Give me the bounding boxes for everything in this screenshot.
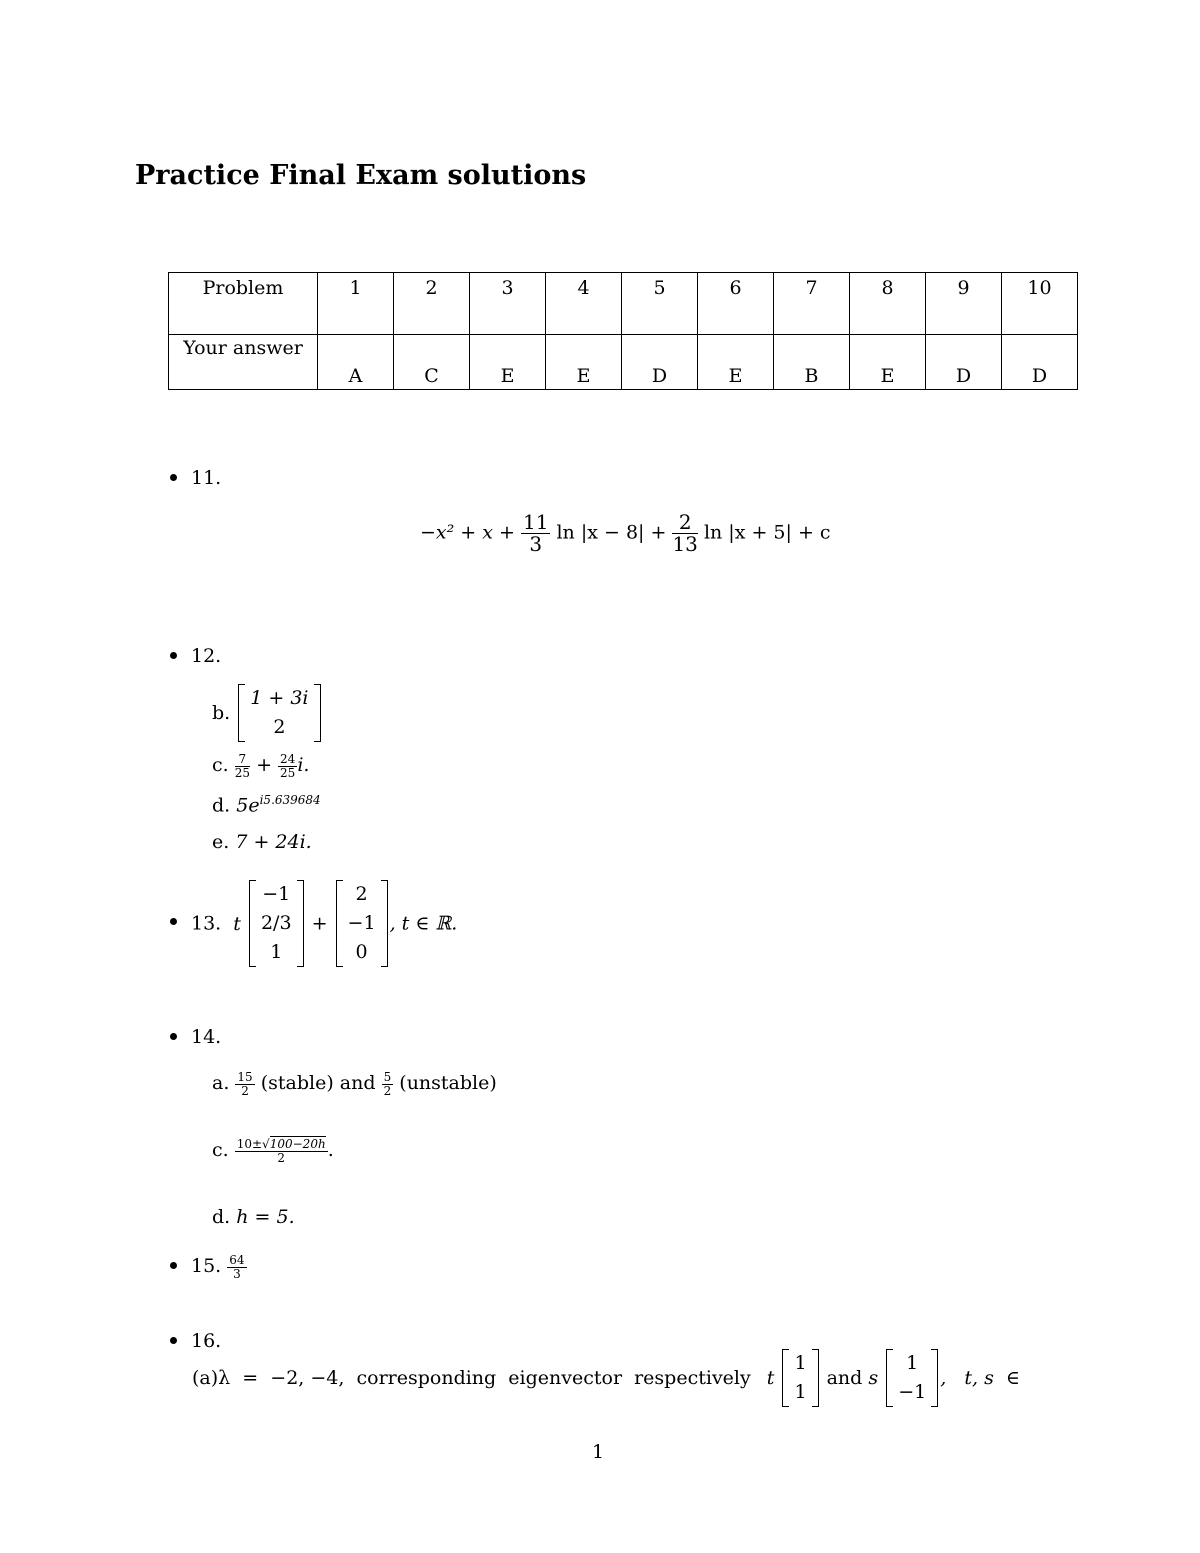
q11-lead: −x² + x + bbox=[420, 521, 515, 544]
vector-entry: 2/3 bbox=[260, 912, 292, 934]
part-label: c. bbox=[212, 754, 229, 777]
q14-a-tail: (unstable) bbox=[399, 1072, 497, 1095]
answer-table-row-label: Problem bbox=[169, 273, 318, 335]
q13-tail: , t ∈ ℝ. bbox=[389, 912, 458, 935]
q13-vector-1 bbox=[247, 880, 306, 967]
answer-cell: E bbox=[470, 335, 546, 390]
q11-expression bbox=[420, 512, 831, 555]
answer-cell: D bbox=[1002, 335, 1078, 390]
part-label: c. bbox=[212, 1139, 229, 1162]
part-label: e. bbox=[212, 831, 230, 853]
vector-entry: −1 bbox=[347, 912, 376, 934]
period: . bbox=[327, 1139, 334, 1162]
problem-number-cell: 7 bbox=[774, 273, 850, 335]
denominator: 3 bbox=[529, 532, 543, 556]
q11-fraction-2 bbox=[672, 512, 697, 555]
plus-sign: + bbox=[311, 912, 328, 935]
denominator: 2 bbox=[383, 1083, 392, 1098]
question-14 bbox=[170, 1026, 221, 1048]
answer-cell: E bbox=[698, 335, 774, 390]
parameter-s: s bbox=[868, 1367, 879, 1389]
denominator: 2 bbox=[241, 1083, 249, 1098]
answer-cell: E bbox=[546, 335, 622, 390]
q14-part-a bbox=[212, 1071, 497, 1097]
numerator: 7 bbox=[235, 753, 250, 767]
problem-number-cell: 10 bbox=[1002, 273, 1078, 335]
answer-cell: B bbox=[774, 335, 850, 390]
vector-entry: 1 bbox=[906, 1352, 919, 1374]
question-label: 11. bbox=[191, 467, 222, 489]
q14-part-c bbox=[212, 1138, 334, 1164]
q12-part-c bbox=[212, 753, 309, 779]
q14-a-fraction-1 bbox=[235, 1071, 254, 1097]
answer-cell: C bbox=[394, 335, 470, 390]
and-word: and bbox=[826, 1367, 863, 1389]
part-label: b. bbox=[212, 702, 231, 724]
vector-entry: 2 bbox=[355, 883, 368, 905]
vector-entry: 1 bbox=[270, 941, 283, 963]
part-value: 7 + 24i. bbox=[235, 831, 312, 853]
bullet-dot bbox=[170, 1033, 177, 1040]
q11-mid: ln |x − 8| + bbox=[556, 521, 667, 544]
vector-entry: 1 bbox=[794, 1381, 807, 1403]
q12-c-fraction-1 bbox=[235, 753, 250, 779]
q16-a-text: (a)λ = −2, −4, corresponding eigenvector respectively bbox=[192, 1367, 751, 1389]
parameter-t: t bbox=[766, 1367, 775, 1389]
vector-entry: −1 bbox=[898, 1381, 927, 1403]
question-12 bbox=[170, 645, 221, 667]
numerator: 15 bbox=[237, 1070, 253, 1084]
part-label: a. bbox=[212, 1072, 230, 1095]
q12-vector bbox=[236, 684, 322, 742]
q16-tail: , t, s ∈ bbox=[940, 1367, 1020, 1389]
denominator: 13 bbox=[672, 532, 698, 556]
page-number: 1 bbox=[592, 1441, 605, 1463]
question-11 bbox=[170, 467, 221, 489]
denominator: 25 bbox=[234, 765, 251, 780]
numerator-prefix: 10±√ bbox=[236, 1137, 270, 1151]
numerator: 5 bbox=[383, 1070, 392, 1084]
question-13 bbox=[170, 880, 457, 967]
problem-number-cell: 1 bbox=[318, 273, 394, 335]
radicand: 100−20h bbox=[269, 1137, 326, 1151]
q14-a-mid: (stable) and bbox=[260, 1072, 376, 1095]
answer-cell: A bbox=[318, 335, 394, 390]
question-label: 12. bbox=[191, 645, 222, 667]
problem-number-cell: 2 bbox=[394, 273, 470, 335]
problem-number-cell: 3 bbox=[470, 273, 546, 335]
q16-part-a bbox=[192, 1349, 1020, 1407]
answer-table-answer-row bbox=[169, 335, 1078, 390]
q14-part-d bbox=[212, 1206, 295, 1228]
bullet-dot bbox=[170, 474, 177, 481]
q12-part-b bbox=[212, 684, 323, 742]
imaginary-unit: i. bbox=[297, 754, 310, 777]
numerator: 64 bbox=[229, 1253, 245, 1267]
polar-exponent: i5.639684 bbox=[259, 793, 321, 807]
plus-sign: + bbox=[256, 754, 272, 777]
answer-cell: E bbox=[850, 335, 926, 390]
answer-table bbox=[168, 272, 1078, 390]
bullet-dot bbox=[170, 918, 177, 925]
question-label: 15. bbox=[191, 1255, 222, 1278]
q13-vector-2 bbox=[334, 880, 390, 967]
q12-part-e bbox=[212, 831, 312, 853]
question-label: 14. bbox=[191, 1026, 222, 1048]
numerator: 2 bbox=[672, 512, 697, 534]
problem-number-cell: 5 bbox=[622, 273, 698, 335]
numerator: 11 bbox=[522, 510, 549, 534]
bullet-dot bbox=[170, 652, 177, 659]
vector-entry: 1 + 3i bbox=[250, 687, 309, 709]
problem-number-cell: 8 bbox=[850, 273, 926, 335]
answer-cell: D bbox=[622, 335, 698, 390]
answer-table-header-row bbox=[169, 273, 1078, 335]
q11-fraction-1 bbox=[521, 512, 550, 555]
q14-a-fraction-2 bbox=[382, 1071, 394, 1097]
parameter-t: t bbox=[233, 912, 241, 935]
q11-tail: ln |x + 5| + c bbox=[703, 521, 831, 544]
part-label: d. bbox=[212, 794, 231, 817]
problem-number-cell: 6 bbox=[698, 273, 774, 335]
denominator: 3 bbox=[233, 1266, 241, 1281]
vector-entry: −1 bbox=[262, 883, 291, 905]
part-value: h = 5. bbox=[236, 1206, 295, 1228]
answer-cell: D bbox=[926, 335, 1002, 390]
q16-eigenvector-2 bbox=[884, 1349, 940, 1407]
answer-table-row-label: Your answer bbox=[169, 335, 318, 390]
q12-part-d bbox=[212, 793, 321, 816]
denominator: 25 bbox=[280, 765, 296, 780]
vector-entry: 0 bbox=[355, 941, 368, 963]
problem-number-cell: 4 bbox=[546, 273, 622, 335]
denominator: 2 bbox=[277, 1150, 286, 1165]
numerator: 24 bbox=[280, 752, 296, 766]
q15-fraction bbox=[227, 1254, 246, 1280]
question-label: 13. bbox=[191, 912, 222, 935]
vector-entry: 2 bbox=[273, 716, 286, 738]
bullet-dot bbox=[170, 1337, 177, 1344]
vector-entry: 1 bbox=[794, 1352, 807, 1374]
page-title: Practice Final Exam solutions bbox=[135, 160, 587, 191]
question-label: 16. bbox=[191, 1330, 222, 1352]
q12-c-fraction-2 bbox=[278, 753, 297, 779]
part-label: d. bbox=[212, 1206, 231, 1228]
q16-eigenvector-1 bbox=[780, 1349, 820, 1407]
question-15 bbox=[170, 1254, 247, 1280]
bullet-dot bbox=[170, 1262, 177, 1269]
q14-c-fraction bbox=[235, 1138, 328, 1164]
problem-number-cell: 9 bbox=[926, 273, 1002, 335]
polar-base: 5e bbox=[236, 794, 260, 817]
